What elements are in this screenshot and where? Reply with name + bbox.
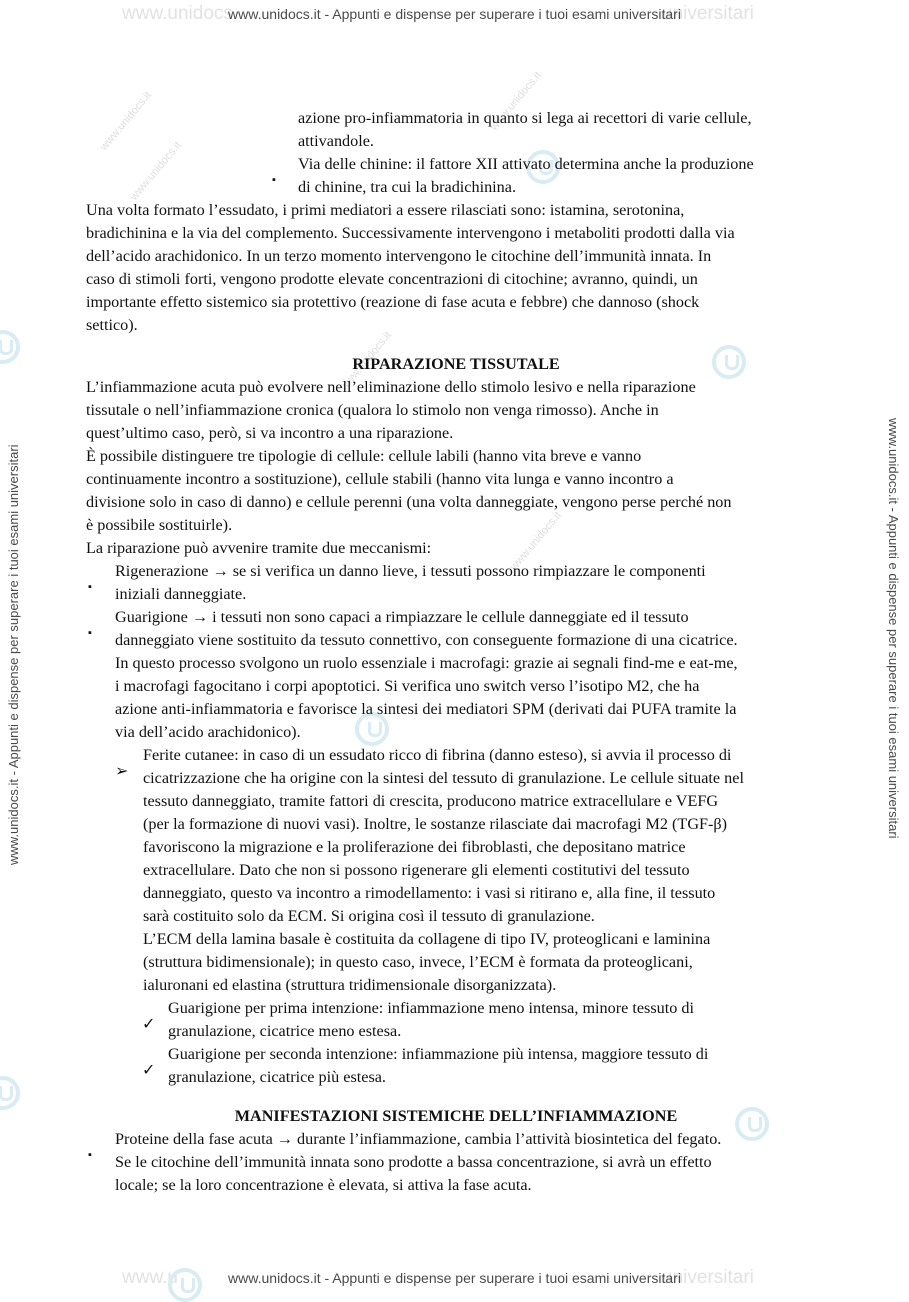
list-item: ▪ Via delle chinine: il fattore XII attivato determina anche la produzione [86, 153, 826, 176]
text-line: granulazione, cicatrice meno estesa. [168, 1022, 402, 1040]
list-item: ✓ Guarigione per prima intenzione: infiammazione meno intensa, minore tessuto di [86, 997, 826, 1020]
faded-watermark-bottom-right: universitari [662, 1267, 754, 1288]
text-line: continuamente incontro a sostituzione), cellule stabili (hanno vita lunga e vanno incontro a [86, 470, 674, 488]
text-line: dell’acido arachidonico. In un terzo momento intervengono le citochine dell’immunità innata. In [86, 247, 712, 265]
list-item: ▪ Rigenerazione → se si verifica un danno lieve, i tessuti possono rimpiazzare le componenti [86, 560, 826, 583]
unidocs-logo-icon [0, 1076, 20, 1110]
text-line: ialuronani ed elastina (struttura tridimensionale disorganizzata). [143, 976, 557, 994]
diagonal-watermark: www.unidocs.it [508, 509, 564, 573]
text-line: tissutale o nell’infiammazione cronica (qualora lo stimolo non venga rimosso). Anche in [86, 401, 659, 419]
unidocs-logo-icon [0, 330, 20, 364]
text-line: importante effetto sistemico sia protettivo (reazione di fase acuta e febbre) che dannoso (shock [86, 293, 700, 311]
diagonal-watermark: www.unidocs.it [128, 139, 184, 203]
check-bullet-icon: ✓ [142, 1061, 156, 1079]
text-line: L’ECM della lamina basale è costituita da collagene di tipo IV, proteoglicani e laminina [143, 930, 711, 948]
text-line: attivandole. [298, 132, 374, 150]
text-line: sarà costituito solo da ECM. Si origina così il tessuto di granulazione. [143, 907, 595, 925]
text-line: azione pro-infiammatoria in quanto si lega ai recettori di varie cellule, [298, 109, 752, 127]
text-line: Una volta formato l’essudato, i primi mediatori a essere rilasciati sono: istamina, serotonina, [86, 201, 685, 219]
check-bullet-icon: ✓ [142, 1015, 156, 1033]
text-line: La riparazione può avvenire tramite due meccanismi: [86, 539, 432, 557]
list-item: ▪ Proteine della fase acuta → durante l’infiammazione, cambia l’attività biosintetica del fegato. [86, 1128, 826, 1151]
text-line: (per la formazione di nuovi vasi). Inoltre, le sostanze rilasciate dai macrofagi M2 (TGF-β) [143, 815, 728, 833]
text-line: tessuto danneggiato, tramite fattori di crescita, producono matrice extracellulare e VEFG [143, 792, 719, 810]
text-line: settico). [86, 316, 138, 334]
text-line: i macrofagi fagocitano i corpi apoptotici. Si verifica uno switch verso l’isotipo M2, che ha [115, 677, 700, 695]
document-body [86, 107, 826, 1197]
faded-watermark-top-left: www.unidocs [122, 3, 233, 24]
text-line: Se le citochine dell’immunità innata sono prodotte a bassa concentrazione, si avrà un effetto [115, 1153, 712, 1171]
list-item: ✓ Guarigione per seconda intenzione: infiammazione più intensa, maggiore tessuto di [86, 1043, 826, 1066]
text-line: via dell’acido arachidonico). [115, 723, 301, 741]
text-line: L’infiammazione acuta può evolvere nell’eliminazione dello stimolo lesivo e nella riparazione [86, 378, 696, 396]
text-line: cicatrizzazione che ha origine con la sintesi del tessuto di granulazione. Le cellule situate nel [143, 769, 744, 787]
text-line: danneggiato, questo va incontro a rimodellamento: i vasi si ritirano e, alla fine, il tessuto [143, 884, 716, 902]
text-line: È possibile distinguere tre tipologie di cellule: cellule labili (hanno vita breve e vanno [86, 447, 642, 465]
square-bullet-icon: ▪ [88, 581, 92, 593]
text-line: iniziali danneggiate. [115, 585, 247, 603]
unidocs-logo-icon [168, 1268, 202, 1302]
square-bullet-icon: ▪ [88, 627, 92, 639]
left-side-watermark: www.unidocs.it - Appunti e dispense per superare i tuoi esami universitari [6, 444, 21, 865]
list-item: ▪ Guarigione → i tessuti non sono capaci a rimpiazzare le cellule danneggiate ed il tessuto [86, 606, 826, 629]
text-line: divisione solo in caso di danno) e cellule perenni (una volta danneggiate, vengono perse perché non [86, 493, 732, 511]
text-line: (struttura bidimensionale); in questo caso, invece, l’ECM è formata da proteoglicani, [143, 953, 693, 971]
text-line: di chinine, tra cui la bradichinina. [298, 178, 517, 196]
section-heading: RIPARAZIONE TISSUTALE [352, 355, 560, 373]
square-bullet-icon: ▪ [272, 174, 276, 186]
right-side-watermark: www.unidocs.it - Appunti e dispense per superare i tuoi esami universitari [886, 418, 901, 839]
diagonal-watermark: www.unidocs.it [488, 69, 544, 133]
text-line: danneggiato viene sostituito da tessuto connettivo, con conseguente formazione di una cicatrice. [115, 631, 738, 649]
text-line: In questo processo svolgono un ruolo essenziale i macrofagi: grazie ai segnali find-me e eat-me, [115, 654, 738, 672]
text-line: locale; se la loro concentrazione è elevata, si attiva la fase acuta. [115, 1176, 532, 1194]
text-line: granulazione, cicatrice più estesa. [168, 1068, 386, 1086]
footer-watermark: www.unidocs.it - Appunti e dispense per superare i tuoi esami universitari [228, 1270, 681, 1286]
diagonal-watermark: www.unidocs.it [338, 329, 394, 393]
arrow-bullet-icon: ➢ [115, 762, 129, 780]
text-line: è possibile sostituirle). [86, 516, 233, 534]
section-heading: MANIFESTAZIONI SISTEMICHE DELL’INFIAMMAZIONE [234, 1107, 678, 1125]
text-line: quest’ultimo caso, però, si va incontro a una riparazione. [86, 424, 454, 442]
text-line: caso di stimoli forti, vengono prodotte elevate concentrazioni di citochine; avranno, quindi, un [86, 270, 698, 288]
faded-watermark-bottom-left: www.u [122, 1267, 178, 1288]
faded-watermark-top-right: universitari [662, 3, 754, 24]
text-line: favoriscono la migrazione e la proliferazione dei fibroblasti, che depositano matrice [143, 838, 686, 856]
diagonal-watermark: www.unidocs.it [98, 89, 154, 153]
text-line: extracellulare. Dato che non si possono rigenerare gli elementi costitutivi del tessuto [143, 861, 690, 879]
square-bullet-icon: ▪ [88, 1149, 92, 1161]
text-line: azione anti-infiammatoria e favorisce la sintesi dei mediatori SPM (derivati dai PUFA tramite la [115, 700, 737, 718]
text-line: bradichinina e la via del complemento. Successivamente intervengono i metaboliti prodotti dalla via [86, 224, 735, 242]
header-watermark: www.unidocs.it - Appunti e dispense per superare i tuoi esami universitari [228, 6, 681, 22]
list-item: ➢ Ferite cutanee: in caso di un essudato ricco di fibrina (danno esteso), si avvia il processo di [86, 744, 826, 767]
